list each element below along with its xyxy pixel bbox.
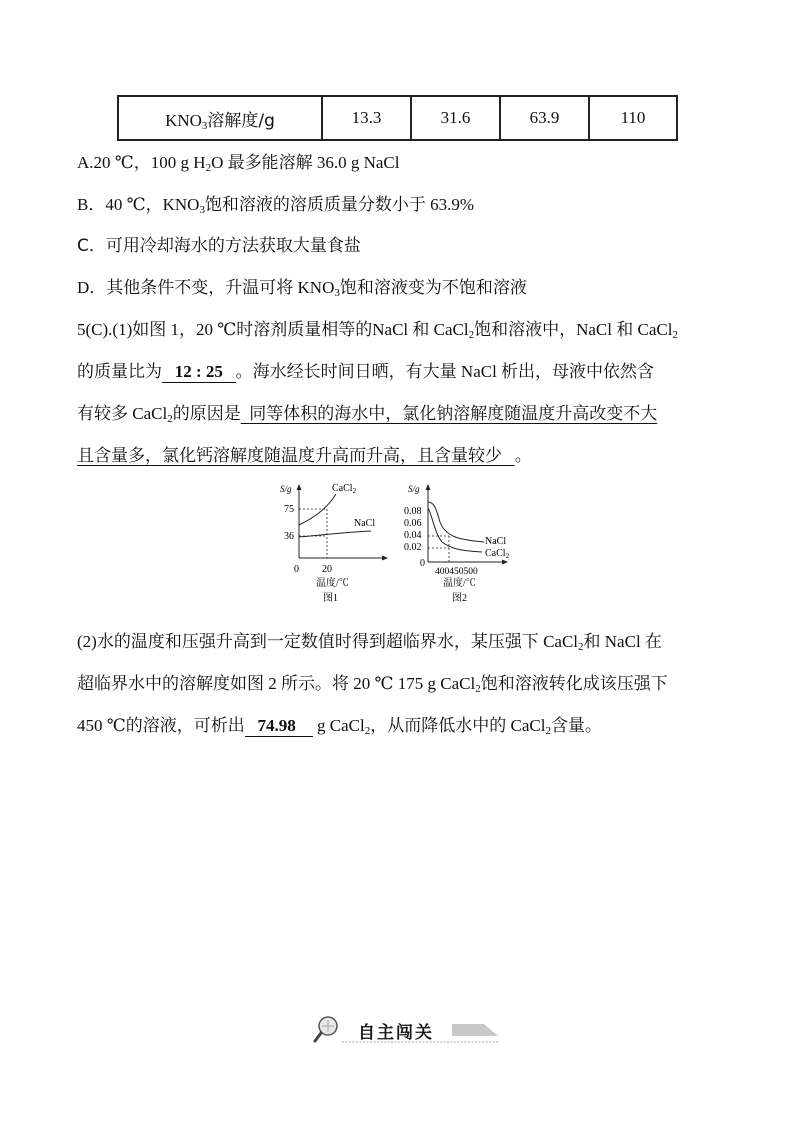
q5-part2-line-1: (2)水的温度和压强升高到一定数值时得到超临界水，某压强下 CaCl$_2$和 NaCl 在: [77, 632, 662, 653]
series-label-nacl: NaCl: [354, 518, 376, 529]
q5-line-4: 且含量多，氯化钙溶解度随温度升高而升高，且含量较少 。: [77, 446, 532, 465]
answer-blank: 同等体积的海水中，氯化钠溶解度随温度升高改变不大: [249, 404, 658, 423]
table-row: [118, 96, 677, 140]
series-label-cacl2: CaCl$_2$: [332, 483, 357, 495]
y-tick-label: 0: [420, 558, 425, 569]
option-c: C．可用冷却海水的方法获取大量食盐: [77, 236, 361, 256]
option-d: D．其他条件不变，升温可将 $KNO_3$饱和溶液变为不饱和溶液: [77, 278, 527, 299]
section-title: 自主闯关: [358, 1023, 434, 1043]
x-axis-label: 温度/℃: [316, 578, 349, 589]
figure-caption: 图2: [452, 593, 467, 604]
y-tick-label: 36: [284, 531, 294, 542]
q5-line-3: 有较多 CaCl$_2$的原因是 同等体积的海水中，氯化钠溶解度随温度升高改变不大: [77, 404, 658, 425]
q5-part2-line-2: 超临界水中的溶解度如图 2 所示。将 20 ℃ 175 g CaCl$_2$饱和溶液转化成该压强下: [77, 674, 668, 695]
q5-line-1: 5(C).(1)如图 1，20 ℃时溶剂质量相等的NaCl 和 CaCl$_2$饱和溶液中，NaCl 和 CaCl$_2$: [77, 320, 678, 341]
y-tick-label: 0.06: [404, 518, 422, 529]
solubility-table: [117, 95, 678, 141]
q5-line-2: 的质量比为 12 : 25 。海水经长时间日晒，有大量 NaCl 析出，母液中依然含: [77, 362, 655, 381]
series-label-cacl2: CaCl$_2$: [485, 548, 510, 560]
x-tick-labels: 400450500: [435, 567, 478, 577]
x-tick-label: 20: [322, 564, 332, 575]
option-b: B．40 ℃，$KNO_3$饱和溶液的溶质质量分数小于 63.9%: [77, 195, 475, 216]
table-row-header: $KNO_3$溶解度/g: [118, 96, 322, 140]
y-tick-label: 0.02: [404, 542, 422, 553]
answer-blank: 74.98: [245, 716, 313, 737]
y-tick-label: 0.08: [404, 506, 422, 517]
option-a: A.20 ℃，100 g $H_2O$ 最多能溶解 36.0 g NaCl: [77, 153, 400, 174]
figure-caption: 图1: [323, 593, 338, 604]
section-footer: [312, 1012, 502, 1052]
x-axis-label: 温度/℃: [443, 578, 476, 589]
table-cell: 63.9: [500, 96, 589, 140]
y-tick-label: 0.04: [404, 530, 422, 541]
figure-2: [400, 480, 525, 613]
y-axis-label: S/g: [408, 484, 420, 494]
figure-1: [278, 480, 393, 613]
answer-blank: 12 : 25: [162, 362, 236, 383]
table-cell: 31.6: [411, 96, 500, 140]
y-axis-label: S/g: [280, 484, 292, 494]
magnifier-icon: [315, 1017, 337, 1041]
table-cell: 13.3: [322, 96, 411, 140]
table-cell: 110: [589, 96, 677, 140]
y-tick-label: 75: [284, 504, 294, 515]
answer-blank: 且含量多，氯化钙溶解度随温度升高而升高，且含量较少: [77, 446, 502, 465]
q5-part2-line-3: 450 ℃的溶液，可析出 74.98 g CaCl$_2$，从而降低水中的 CaCl$_2$含量。: [77, 716, 602, 737]
series-label-nacl: NaCl: [485, 536, 507, 547]
x-tick-label: 0: [294, 564, 299, 575]
